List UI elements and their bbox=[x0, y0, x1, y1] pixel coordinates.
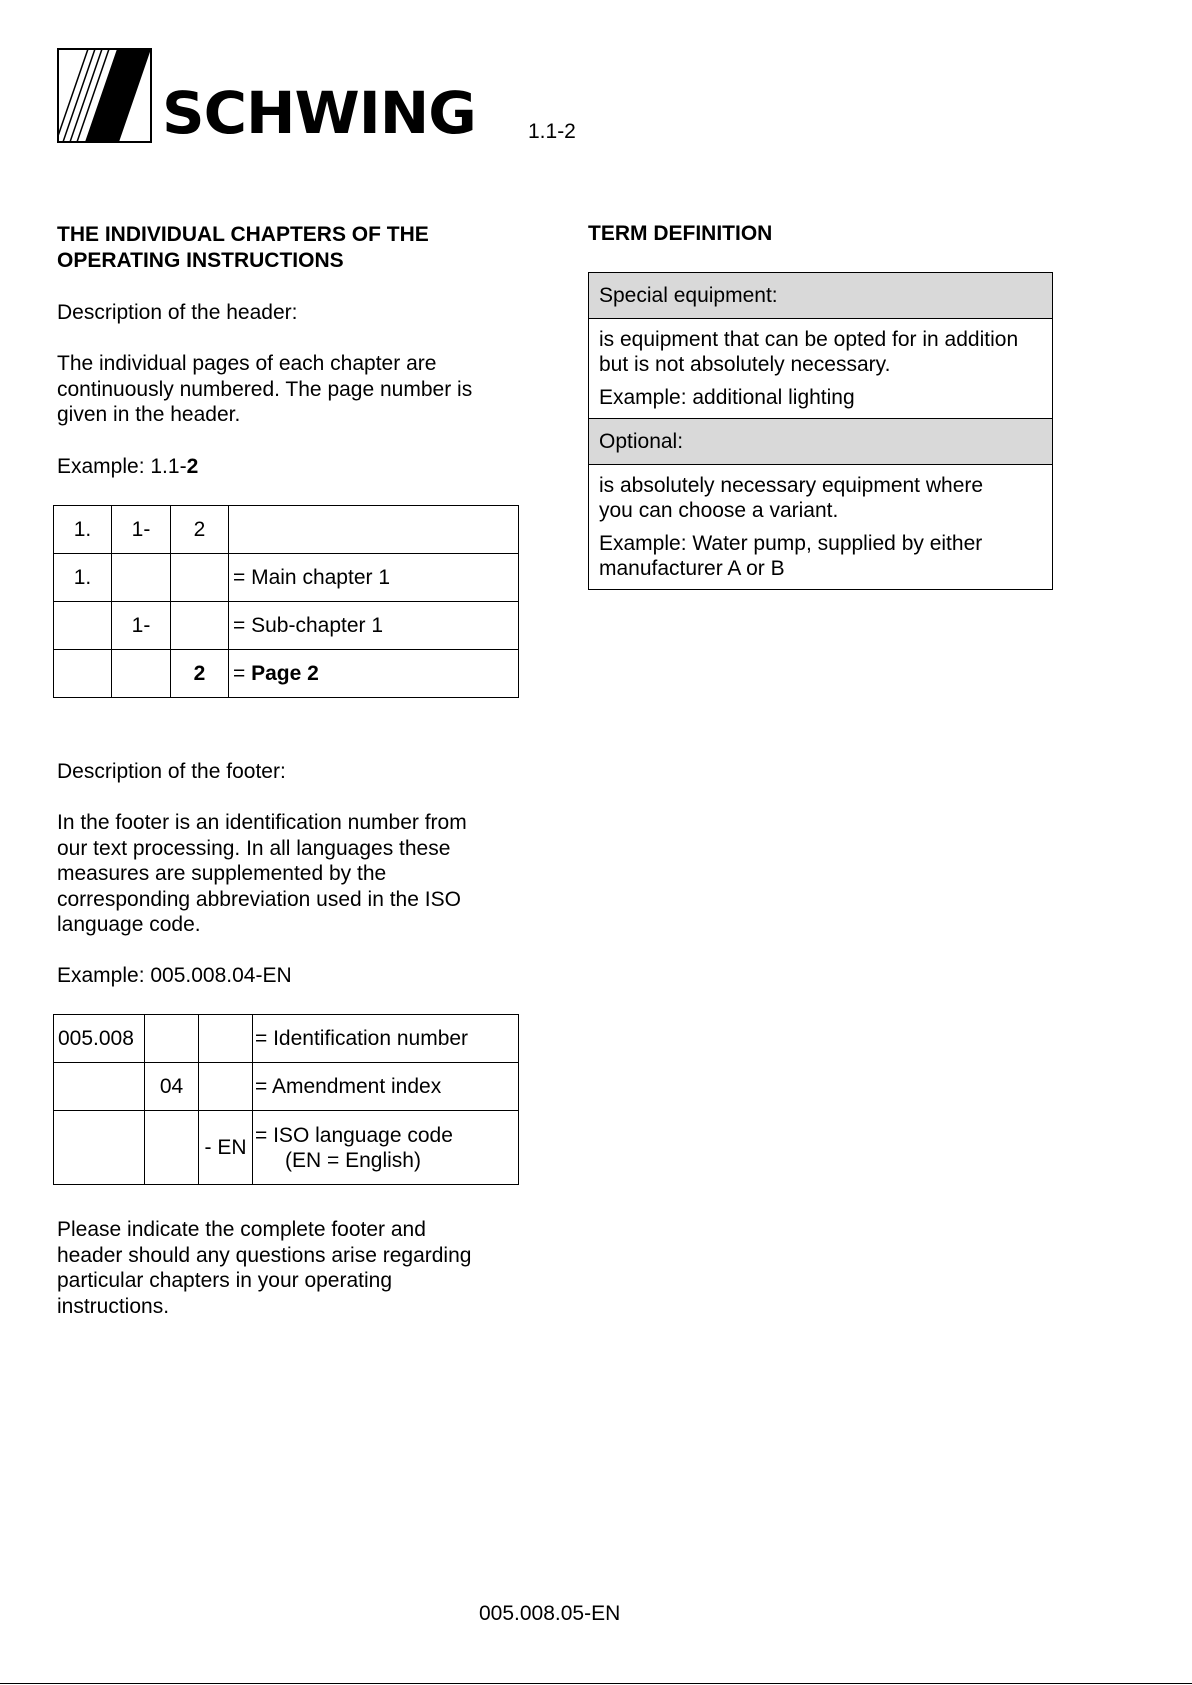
optional-label: Optional: bbox=[589, 419, 1053, 465]
footer-explanation-table bbox=[53, 1014, 519, 1185]
footer-example: Example: 005.008.04-EN bbox=[57, 964, 292, 987]
table-row bbox=[589, 319, 1053, 419]
footer-document-id: 005.008.05-EN bbox=[479, 1602, 621, 1625]
header-example: Example: 1.1-2 bbox=[57, 455, 199, 478]
chapters-heading: THE INDIVIDUAL CHAPTERS OF THE OPERATING INSTRUCTIONS bbox=[57, 223, 429, 272]
header-explanation-table bbox=[53, 505, 519, 698]
schwing-logo-text: SCHWING bbox=[162, 79, 476, 147]
header-description-paragraph: The individual pages of each chapter are continuously numbered. The page number is given in the header. bbox=[57, 352, 473, 426]
footer-description-label: Description of the footer: bbox=[57, 760, 286, 783]
table-row: 1- = Sub-chapter 1 bbox=[54, 602, 519, 650]
closing-paragraph: Please indicate the complete footer and header should any questions arise regarding particular chapters in your operating instructions. bbox=[57, 1218, 472, 1318]
table-row: 2 = Page 2 bbox=[54, 650, 519, 698]
special-equipment-label: Special equipment: bbox=[589, 273, 1053, 319]
term-definition-table bbox=[588, 272, 1053, 590]
table-row bbox=[589, 273, 1053, 319]
table-row bbox=[589, 465, 1053, 590]
special-equipment-definition: is equipment that can be opted for in addition but is not absolutely necessary. Example: additional lighting bbox=[589, 319, 1053, 419]
schwing-logo-mark-icon bbox=[57, 48, 152, 143]
table-row: 1. 1- 2 bbox=[54, 506, 519, 554]
page-number: 1.1-2 bbox=[528, 120, 576, 143]
table-row: 1. = Main chapter 1 bbox=[54, 554, 519, 602]
table-row: - EN = ISO language code (EN = English) bbox=[54, 1111, 519, 1185]
table-row bbox=[589, 419, 1053, 465]
footer-description-paragraph: In the footer is an identification number from our text processing. In all languages these measures are supplemented by the corresponding abbreviation used in the ISO language code. bbox=[57, 811, 467, 936]
bottom-divider bbox=[0, 1683, 1192, 1684]
term-definition-heading: TERM DEFINITION bbox=[588, 222, 773, 245]
optional-definition: is absolutely necessary equipment where you can choose a variant. Example: Water pump, supplied by either manufacturer A or B bbox=[589, 465, 1053, 590]
header-description-label: Description of the header: bbox=[57, 301, 298, 324]
table-row: 04 = Amendment index bbox=[54, 1063, 519, 1111]
table-row: 005.008 = Identification number bbox=[54, 1015, 519, 1063]
